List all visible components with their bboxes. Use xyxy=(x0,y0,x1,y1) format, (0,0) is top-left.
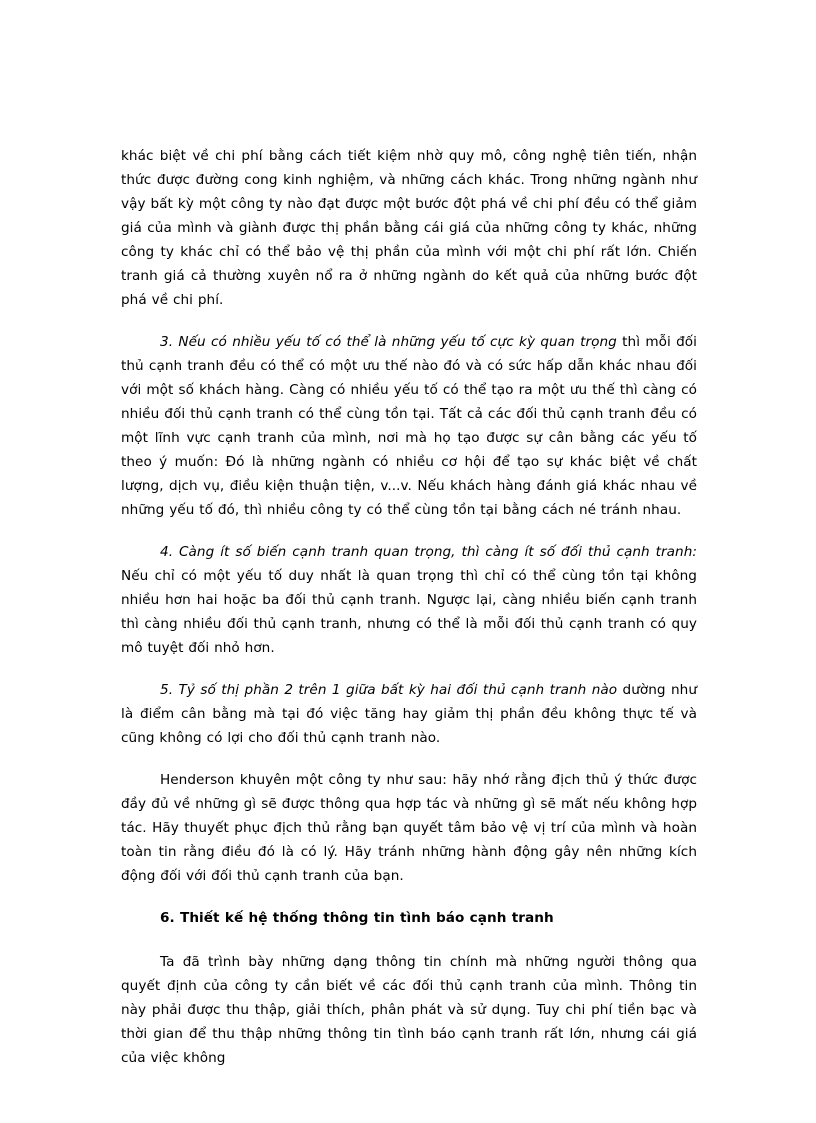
point-3-lead: 3. Nếu có nhiều yếu tố có thể là những yếu tố cực kỳ quan trọng xyxy=(160,334,617,350)
paragraph-intelligence-system: Ta đã trình bày những dạng thông tin chính mà những người thông qua quyết định của công ty cần biết về các đối thủ cạnh tranh của mình. Thông tin này phải được thu thập, giải thích, phân phát và sử dụng. Tuy chi phí tiền bạc và thời gian để thu thập những thông tin tình báo cạnh tranh rất lớn, nhưng cái giá của việc không xyxy=(121,954,697,1066)
paragraph-cost-difference: khác biệt về chi phí bằng cách tiết kiệm nhờ quy mô, công nghệ tiên tiến, nhận thức được đường cong kinh nghiệm, và những cách khác. Trong những ngành như vậy bất kỳ một công ty nào đạt được một bước đột phá về chi phí đều có thể giảm giá của mình và giành được thị phần bằng cái giá của những công ty khác, những công ty khác chỉ có thể bảo vệ thị phần của mình với một chi phí rất lớn. Chiến tranh giá cả thường xuyên nổ ra ở những ngành do kết quả của những bước đột phá về chi phí. xyxy=(121,148,697,308)
paragraph-point-5 xyxy=(121,678,697,750)
section-heading: 6. Thiết kế hệ thống thông tin tình báo cạnh tranh xyxy=(160,910,554,926)
point-4-body: Nếu chỉ có một yếu tố duy nhất là quan trọng thì chỉ có thể cùng tồn tại không nhiều hơn hai hoặc ba đối thủ cạnh tranh. Ngược lại, càng nhiều biến cạnh tranh thì càng nhiều đối thủ cạnh tranh, nhưng có thể là mỗi đối thủ cạnh tranh có quy mô tuyệt đối nhỏ hơn. xyxy=(121,568,697,656)
paragraph-henderson: Henderson khuyên một công ty như sau: hãy nhớ rằng địch thủ ý thức được đầy đủ về những gì sẽ được thông qua hợp tác và những gì sẽ mất nếu không hợp tác. Hãy thuyết phục địch thủ rằng bạn quyết tâm bảo vệ vị trí của mình và hoàn toàn tin rằng điều đó là có lý. Hãy tránh những hành động gây nên những kích động đối với đối thủ cạnh tranh của bạn. xyxy=(121,772,697,884)
point-4-lead: 4. Càng ít số biến cạnh tranh quan trọng, thì càng ít số đối thủ cạnh tranh: xyxy=(160,544,697,560)
point-5-lead: 5. Tỷ số thị phần 2 trên 1 giữa bất kỳ hai đối thủ cạnh tranh nào xyxy=(160,682,618,698)
point-3-body: thì mỗi đối thủ cạnh tranh đều có thể có một ưu thế nào đó và có sức hấp dẫn khác nhau đối với một số khách hàng. Càng có nhiều yếu tố có thể tạo ra một ưu thế thì càng có nhiều đối thủ cạnh tranh có thể cùng tồn tại. Tất cả các đối thủ cạnh tranh đều có một lĩnh vực cạnh tranh của mình, nơi mà họ tạo được sự cân bằng các yếu tố theo ý muốn: Đó là những ngành có nhiều cơ hội để tạo sự khác biệt về chất lượng, dịch vụ, điều kiện thuận tiện, v...v. Nếu khách hàng đánh giá khác nhau về những yếu tố đó, thì nhiều công ty có thể cùng tồn tại bằng cách né tránh nhau. xyxy=(121,334,698,518)
point-5-body: dường như là điểm cân bằng mà tại đó việc tăng hay giảm thị phần đều không thực tế và cũng không có lợi cho đối thủ cạnh tranh nào. xyxy=(121,682,697,746)
paragraph-point-4 xyxy=(121,540,697,660)
paragraph-point-3 xyxy=(121,330,697,522)
document-page xyxy=(121,144,697,1088)
